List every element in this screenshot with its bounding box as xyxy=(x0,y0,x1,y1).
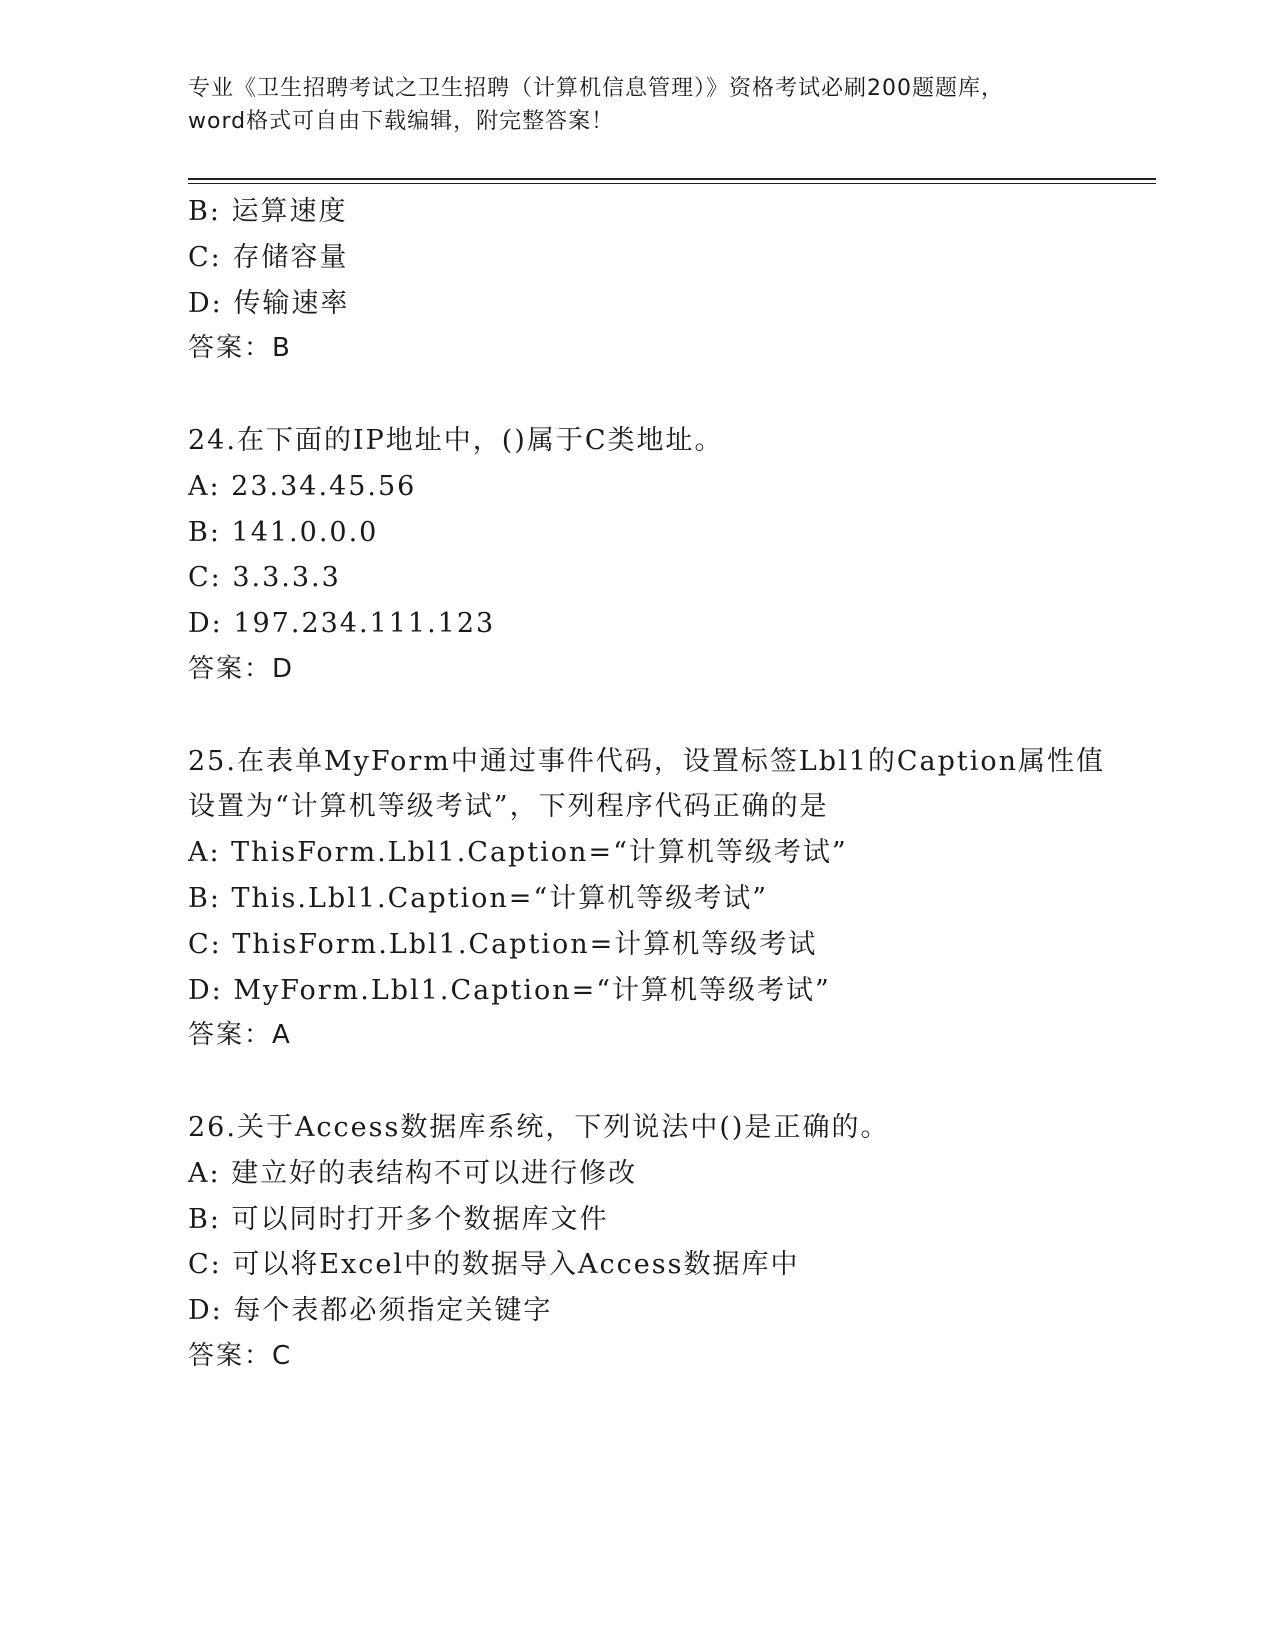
question-stem: 24.在下面的IP地址中，()属于C类地址。 xyxy=(188,424,724,456)
option-d: D: 每个表都必须指定关键字 xyxy=(188,1295,553,1327)
header-line-2: word格式可自由下载编辑，附完整答案！ xyxy=(188,109,615,134)
option-d: D: 传输速率 xyxy=(188,287,350,319)
option-d: D: 197.234.111.123 xyxy=(188,608,496,640)
answer-label: 答案：B xyxy=(188,333,292,364)
header-line-1: 专业《卫生招聘考试之卫生招聘（计算机信息管理）》资格考试必刷200题题库， xyxy=(188,76,1004,101)
question-24 xyxy=(188,418,1108,693)
spacer xyxy=(188,1059,1108,1105)
document-header xyxy=(188,72,1088,138)
question-stem-line-1: 25.在表单MyForm中通过事件代码，设置标签Lbl1的Caption属性值 xyxy=(188,745,1106,777)
question-26 xyxy=(188,1105,1108,1380)
question-stem: 26.关于Access数据库系统，下列说法中()是正确的。 xyxy=(188,1111,890,1143)
header-divider-thin xyxy=(188,183,1156,184)
option-a: A: 23.34.45.56 xyxy=(188,470,417,502)
question-stem-line-2: 设置为“计算机等级考试”，下列程序代码正确的是 xyxy=(188,791,829,823)
option-c: C: 可以将Excel中的数据导入Access数据库中 xyxy=(188,1249,800,1281)
question-content xyxy=(188,189,1108,1380)
option-b: B: 可以同时打开多个数据库文件 xyxy=(188,1203,609,1235)
header-divider-thick xyxy=(188,178,1156,180)
option-a: A: ThisForm.Lbl1.Caption=“计算机等级考试” xyxy=(188,837,848,869)
question-25 xyxy=(188,739,1108,1060)
answer-label: 答案：D xyxy=(188,653,295,684)
option-b: B: 运算速度 xyxy=(188,196,348,227)
option-c: C: ThisForm.Lbl1.Caption=计算机等级考试 xyxy=(188,928,818,960)
answer-label: 答案：A xyxy=(188,1020,292,1051)
option-c: C: 存储容量 xyxy=(188,241,349,273)
question-23-continued xyxy=(188,189,1108,372)
answer-label: 答案：C xyxy=(188,1340,293,1371)
spacer xyxy=(188,372,1108,418)
option-a: A: 建立好的表结构不可以进行修改 xyxy=(188,1157,638,1189)
option-c: C: 3.3.3.3 xyxy=(188,562,341,594)
spacer xyxy=(188,693,1108,739)
option-d: D: MyForm.Lbl1.Caption=“计算机等级考试” xyxy=(188,974,831,1006)
option-b: B: This.Lbl1.Caption=“计算机等级考试” xyxy=(188,882,769,914)
option-b: B: 141.0.0.0 xyxy=(188,516,379,548)
